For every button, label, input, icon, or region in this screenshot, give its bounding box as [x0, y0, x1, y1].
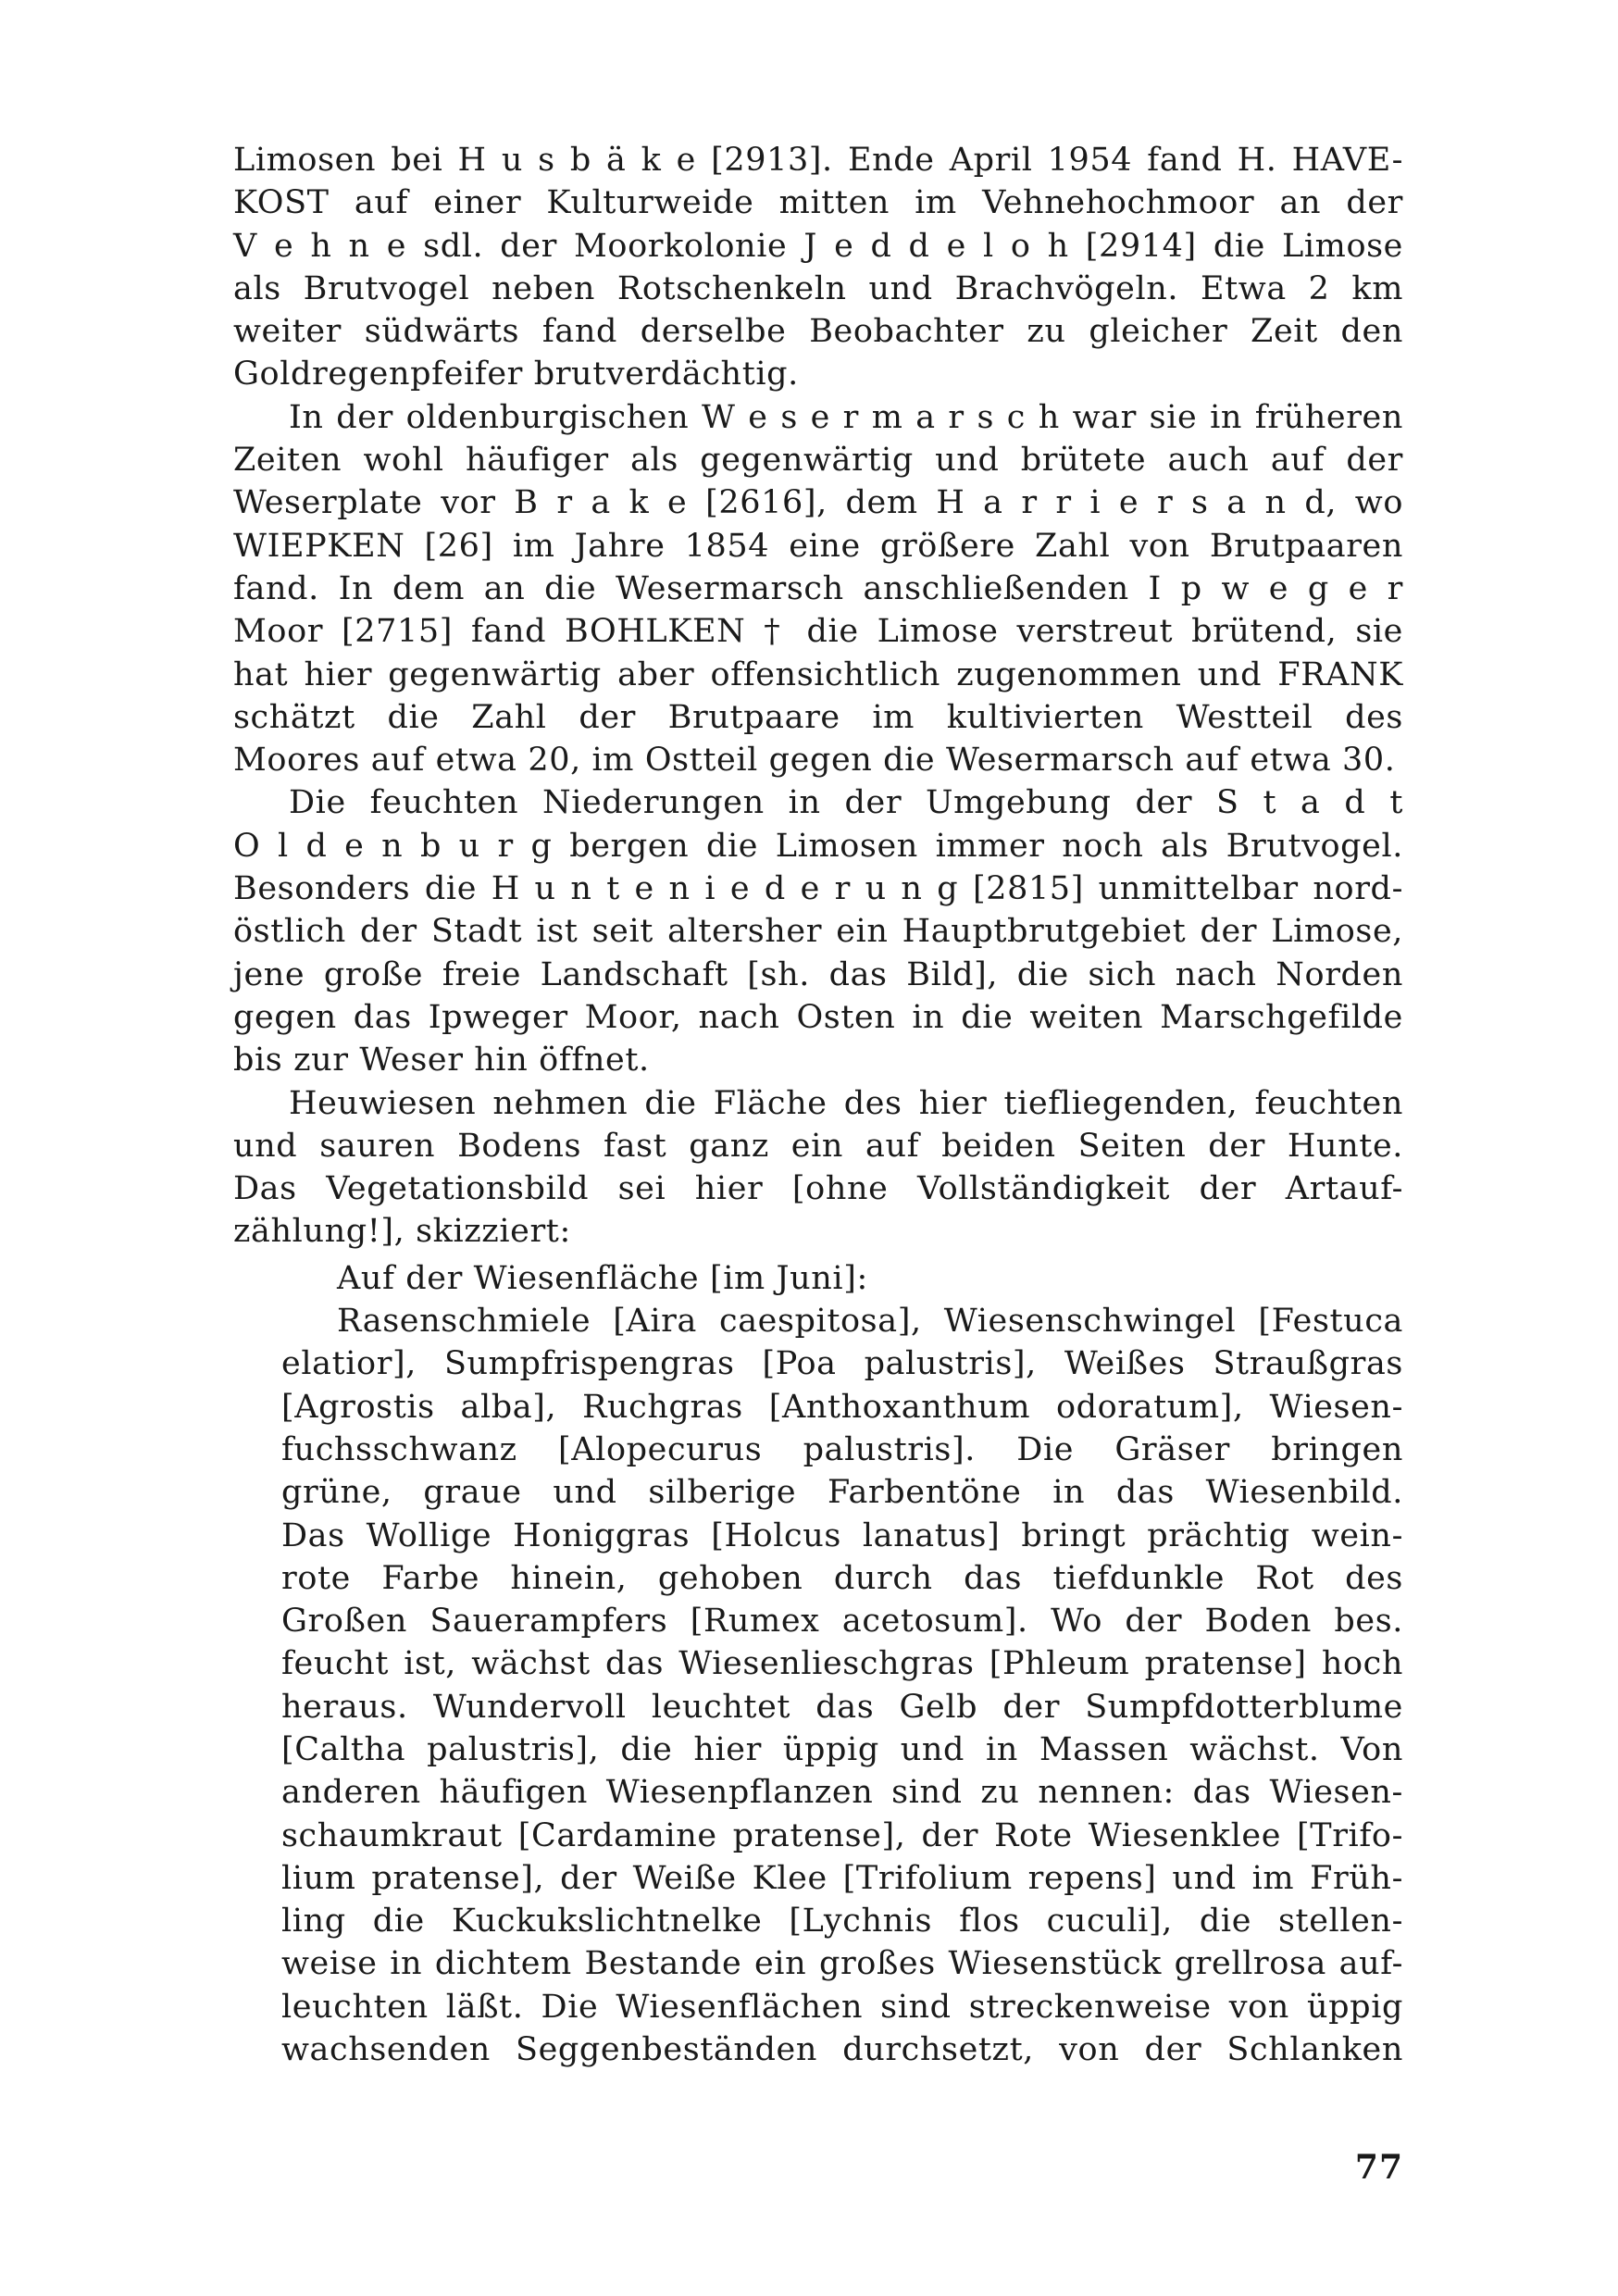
text-line: feucht ist, wächst das Wiesenlieschgras [Phleum pratense] hoch: [281, 1645, 1403, 1683]
text-line: schaumkraut [Cardamine pratense], der Rote Wiesenklee [Trifo-: [281, 1816, 1403, 1854]
text-line: und sauren Bodens fast ganz ein auf beiden Seiten der Hunte.: [233, 1127, 1403, 1165]
text-line: [Agrostis alba], Ruchgras [Anthoxanthum odoratum], Wiesen-: [281, 1388, 1403, 1426]
text-line: ling die Kuckukslichtnelke [Lychnis flos cuculi], die stellen-: [281, 1903, 1403, 1940]
text-line: Die feuchten Niederungen in der Umgebung der S t a d t: [289, 784, 1403, 822]
text-line: weise in dichtem Bestande ein großes Wiesenstück grellrosa auf-: [281, 1945, 1403, 1983]
text-line: O l d e n b u r g bergen die Limosen immer noch als Brutvogel.: [233, 827, 1403, 865]
text-line: Zeiten wohl häufiger als gegenwärtig und brütete auch auf der: [233, 442, 1403, 480]
text-line: schätzt die Zahl der Brutpaare im kultivierten Westteil des: [233, 698, 1403, 736]
text-line: Das Vegetationsbild sei hier [ohne Vollständigkeit der Artauf-: [233, 1170, 1403, 1208]
text-line: gegen das Ipweger Moor, nach Osten in die weiten Marschgefilde: [233, 998, 1403, 1036]
quote-heading: Auf der Wiesenfläche [im Juni]:: [337, 1259, 868, 1297]
text-line: rote Farbe hinein, gehoben durch das tiefdunkle Rot des: [281, 1559, 1403, 1597]
text-line: Moor [2715] fand BOHLKEN † die Limose verstreut brütend, sie: [233, 613, 1403, 651]
text-line: Besonders die H u n t e n i e d e r u n g [2815] unmittelbar nord-: [233, 870, 1403, 908]
text-line: Goldregenpfeifer brutverdächtig.: [233, 356, 799, 393]
text-line: Rasenschmiele [Aira caespitosa], Wiesenschwingel [Festuca: [337, 1303, 1403, 1341]
vegetation-quote: [281, 1257, 1403, 2072]
text-line: hat hier gegenwärtig aber offensichtlich zugenommen und FRANK: [233, 655, 1403, 693]
text-line: Moores auf etwa 20, im Ostteil gegen die Wesermarsch auf etwa 30.: [233, 742, 1396, 780]
text-line: weiter südwärts fand derselbe Beobachter zu gleicher Zeit den: [233, 313, 1403, 351]
text-line: lium pratense], der Weiße Klee [Trifolium repens] und im Früh-: [281, 1859, 1403, 1897]
text-line: heraus. Wundervoll leuchtet das Gelb der Sumpfdotterblume: [281, 1688, 1403, 1726]
paragraph-2: [233, 396, 1403, 782]
text-line: anderen häufigen Wiesenpflanzen sind zu nennen: das Wiesen-: [281, 1774, 1403, 1812]
text-line: grüne, graue und silberige Farbentöne in das Wiesenbild.: [281, 1474, 1403, 1512]
text-line: WIEPKEN [26] im Jahre 1854 eine größere Zahl von Brutpaaren: [233, 527, 1403, 565]
text-line: leuchten läßt. Die Wiesenflächen sind streckenweise von üppig: [281, 1988, 1403, 2026]
text-line: Großen Sauerampfers [Rumex acetosum]. Wo der Boden bes.: [281, 1603, 1403, 1641]
text-line: elatior], Sumpfrispengras [Poa palustris], Weißes Straußgras: [281, 1345, 1403, 1383]
text-line: Das Wollige Honiggras [Holcus lanatus] bringt prächtig wein-: [281, 1516, 1403, 1554]
text-line: als Brutvogel neben Rotschenkeln und Brachvögeln. Etwa 2 km: [233, 269, 1403, 307]
page-number: 77: [1354, 2148, 1403, 2187]
text-line: östlich der Stadt ist seit altersher ein Hauptbrutgebiet der Limose,: [233, 913, 1403, 951]
text-line: Heuwiesen nehmen die Fläche des hier tiefliegenden, feuchten: [289, 1084, 1403, 1122]
text-line: zählung!], skizziert:: [233, 1213, 571, 1251]
text-line: Weserplate vor B r a k e [2616], dem H a r r i e r s a n d, wo: [233, 484, 1403, 522]
text-line: bis zur Weser hin öffnet.: [233, 1042, 650, 1079]
text-line: fand. In dem an die Wesermarsch anschließenden I p w e g e r: [233, 569, 1403, 607]
text-line: V e h n e sdl. der Moorkolonie J e d d e l o h [2914] die Limose: [233, 227, 1403, 265]
text-line: Limosen bei H u s b ä k e [2913]. Ende April 1954 fand H. HAVE-: [233, 142, 1403, 179]
text-line: KOST auf einer Kulturweide mitten im Vehnehochmoor an der: [233, 184, 1403, 222]
paragraph-4: [233, 1082, 1403, 1254]
text-line: In der oldenburgischen W e s e r m a r s c h war sie in früheren: [289, 398, 1403, 436]
text-line: jene große freie Landschaft [sh. das Bild], die sich nach Norden: [233, 955, 1403, 993]
text-line: fuchsschwanz [Alopecurus palustris]. Die Gräser bringen: [281, 1430, 1403, 1468]
text-line: wachsenden Seggenbeständen durchsetzt, von der Schlanken: [281, 2031, 1403, 2069]
body-text: [233, 139, 1403, 2071]
paragraph-1: [233, 139, 1403, 396]
text-line: [Caltha palustris], die hier üppig und in Massen wächst. Von: [281, 1730, 1403, 1768]
paragraph-3: [233, 781, 1403, 1081]
